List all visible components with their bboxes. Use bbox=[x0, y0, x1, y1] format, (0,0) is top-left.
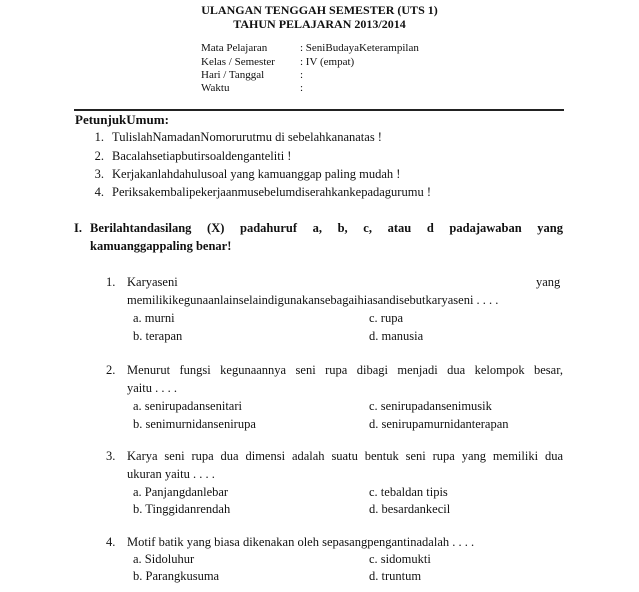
field-label-class: Kelas / Semester bbox=[201, 56, 275, 68]
section-instruction-line1: Berilahtandasilang (X) padahuruf a, b, c, atau d padajawaban yang bbox=[90, 221, 563, 235]
option-c[interactable]: c. tebaldan tipis bbox=[369, 485, 448, 499]
instruction-item: Periksakembalipekerjaanmusebelumdiserahkankepadagurumu ! bbox=[112, 185, 431, 199]
field-value-class: : IV (empat) bbox=[300, 56, 355, 68]
question-number: 2. bbox=[106, 363, 116, 377]
question-number: 1. bbox=[106, 275, 116, 289]
option-a[interactable]: a. Sidoluhur bbox=[133, 552, 195, 566]
instruction-item: Kerjakanlahdahulusoal yang kamuanggap paling mudah ! bbox=[112, 167, 401, 181]
question-number: 4. bbox=[106, 535, 116, 549]
exam-title: ULANGAN TENGGAH SEMESTER (UTS 1) bbox=[201, 3, 438, 17]
option-b[interactable]: b. terapan bbox=[133, 329, 183, 343]
instruction-number: 1. bbox=[94, 130, 104, 144]
option-d[interactable]: d. truntum bbox=[369, 569, 422, 583]
field-label-date: Hari / Tanggal bbox=[201, 69, 265, 81]
field-value-subject: : SeniBudayaKeterampilan bbox=[300, 42, 419, 54]
instruction-item: Bacalahsetiapbutirsoaldenganteliti ! bbox=[112, 149, 292, 163]
option-c[interactable]: c. senirupadansenimusik bbox=[369, 399, 492, 413]
field-label-subject: Mata Pelajaran bbox=[201, 42, 268, 54]
option-a[interactable]: a. murni bbox=[133, 311, 175, 325]
instruction-item: TulislahNamadanNomorurutmu di sebelahkananatas ! bbox=[112, 130, 382, 144]
option-b[interactable]: b. Parangkusuma bbox=[133, 569, 220, 583]
instruction-number: 3. bbox=[94, 167, 104, 181]
option-b[interactable]: b. senimurnidansenirupa bbox=[133, 417, 256, 431]
field-value-time: : bbox=[300, 82, 304, 94]
question-text: Menurut fungsi kegunaannya seni rupa dibagi menjadi dua kelompok besar, bbox=[127, 363, 563, 377]
question-text-start: Karyaseni bbox=[127, 275, 178, 289]
option-d[interactable]: d. manusia bbox=[369, 329, 424, 343]
option-a[interactable]: a. Panjangdanlebar bbox=[133, 485, 229, 499]
option-d[interactable]: d. senirupamurnidanterapan bbox=[369, 417, 509, 431]
question-number: 3. bbox=[106, 449, 116, 463]
section-number: I. bbox=[74, 221, 82, 235]
academic-year: TAHUN PELAJARAN 2013/2014 bbox=[233, 17, 406, 31]
option-a[interactable]: a. senirupadansenitari bbox=[133, 399, 242, 413]
option-c[interactable]: c. rupa bbox=[369, 311, 404, 325]
option-d[interactable]: d. besardankecil bbox=[369, 502, 451, 516]
question-text-end: yang bbox=[536, 275, 561, 289]
section-instruction-line2: kamuanggappaling benar! bbox=[90, 239, 232, 253]
question-text: Karya seni rupa dua dimensi adalah suatu bentuk seni rupa yang memiliki dua bbox=[127, 449, 563, 463]
question-text: memilikikegunaanlainselaindigunakansebagaihiasandisebutkaryaseni . . . . bbox=[127, 293, 499, 307]
header-divider bbox=[74, 109, 564, 111]
instruction-number: 4. bbox=[94, 185, 104, 199]
question-text: Motif batik yang biasa dikenakan oleh sepasangpengantinadalah . . . . bbox=[127, 535, 475, 549]
option-b[interactable]: b. Tinggidanrendah bbox=[133, 502, 231, 516]
field-label-time: Waktu bbox=[201, 82, 230, 94]
instruction-number: 2. bbox=[94, 149, 104, 163]
question-text-cont: ukuran yaitu . . . . bbox=[127, 467, 215, 481]
question-text-cont: yaitu . . . . bbox=[127, 381, 177, 395]
option-c[interactable]: c. sidomukti bbox=[369, 552, 431, 566]
instructions-heading: PetunjukUmum: bbox=[75, 112, 169, 127]
field-value-date: : bbox=[300, 69, 304, 81]
